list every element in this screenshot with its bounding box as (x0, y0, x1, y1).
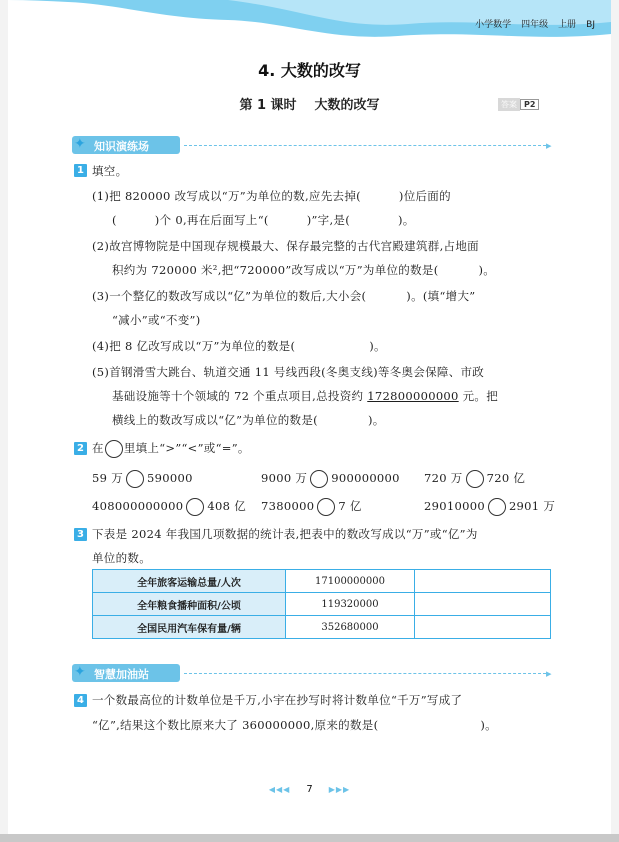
next-arrows-icon: ▶▶▶ (328, 785, 351, 794)
q1-part1-line2: ( )个 0,再在后面写上“( )”字,是( )。 (112, 213, 415, 227)
table-answer-cell[interactable] (415, 570, 551, 593)
table-value: 17100000000 (286, 570, 415, 593)
q1-part2-line1: (2)故宫博物院是中国现存规模最大、保存最完整的古代宫殿建筑群,占地面 (92, 239, 479, 253)
q1-title: 填空。 (92, 164, 128, 178)
compare-circle[interactable] (310, 470, 328, 488)
practice-banner-label: 知识演练场 (94, 140, 149, 153)
q1-part5-line3: 横线上的数改写成以“亿”为单位的数是( )。 (112, 413, 385, 427)
table-item: 全国民用汽车保有量/辆 (93, 616, 286, 639)
table-answer-cell[interactable] (415, 593, 551, 616)
compare-item: 29010000 2901 万 (424, 498, 555, 516)
q1-part5-line1: (5)首钢滑雪大跳台、轨道交通 11 号线西段(冬奥支线)等冬奥会保障、市政 (92, 365, 485, 379)
star-icon: ✦ (74, 136, 86, 152)
workbook-page (8, 0, 611, 834)
q2-intro: 在 里填上“>”“<”或“=”。 (92, 440, 250, 458)
table-value: 352680000 (286, 616, 415, 639)
compare-circle[interactable] (466, 470, 484, 488)
q1-part3-line2: “减小”或“不变”) (112, 313, 201, 327)
q1-part1-line1: (1)把 820000 改写成以“万”为单位的数,应先去掉( )位后面的 (92, 189, 451, 203)
arrow-right-icon: ▸ (546, 667, 552, 680)
statistics-table (92, 569, 551, 639)
q4-text-line2: “亿”,结果这个数比原来大了 360000000,原来的数是( )。 (92, 718, 497, 732)
bottom-edge (0, 834, 619, 842)
compare-circle[interactable] (186, 498, 204, 516)
compare-circle[interactable] (488, 498, 506, 516)
banner-dashed-line (184, 673, 546, 674)
underlined-number: 172800000000 (367, 389, 459, 403)
q3-text-line1: 下表是 2024 年我国几项数据的统计表,把表中的数改写成以“万”或“亿”为 (92, 527, 478, 541)
arrow-right-icon: ▸ (546, 139, 552, 152)
answer-tag[interactable] (498, 98, 539, 111)
compare-circle[interactable] (317, 498, 335, 516)
header-info (465, 17, 595, 30)
lesson-name: 大数的改写 (314, 98, 380, 113)
table-item: 全年粮食播种面积/公顷 (93, 593, 286, 616)
q1-part5-line2: 基础设施等十个领域的 72 个重点项目,总投资约 172800000000 元。把 (112, 389, 499, 403)
question-4-number: 4 (74, 694, 87, 707)
header-volume: 上册 (558, 20, 577, 30)
banner-dashed-line (184, 145, 546, 146)
q4-text-line1: 一个数最高位的计数单位是千万,小宇在抄写时将计数单位“千万”写成了 (92, 693, 463, 707)
table-row (93, 593, 551, 616)
question-3-number: 3 (74, 528, 87, 541)
header-edition: BJ (586, 20, 595, 30)
table-row (93, 570, 551, 593)
star-icon: ✦ (74, 664, 86, 680)
compare-item: 720 万 720 亿 (424, 470, 525, 488)
answer-page: P2 (520, 99, 539, 110)
compare-item: 9000 万 900000000 (261, 470, 400, 488)
section-title: 4. 大数的改写 (258, 61, 361, 80)
table-row (93, 616, 551, 639)
compare-item: 408000000000 408 亿 (92, 498, 246, 516)
wisdom-banner-label: 智慧加油站 (94, 668, 149, 681)
compare-circle[interactable] (126, 470, 144, 488)
lesson-number: 第 1 课时 (239, 98, 297, 113)
page-footer (8, 784, 611, 795)
q3-text-line2: 单位的数。 (92, 551, 151, 565)
answer-label: 答案 (498, 98, 520, 111)
table-value: 119320000 (286, 593, 415, 616)
question-2-number: 2 (74, 442, 87, 455)
prev-arrows-icon: ◀◀◀ (268, 785, 291, 794)
header-grade: 四年级 (521, 20, 549, 30)
compare-item: 7380000 7 亿 (261, 498, 362, 516)
q1-part4: (4)把 8 亿改写成以“万”为单位的数是( )。 (92, 339, 386, 353)
page-number: 7 (306, 784, 313, 795)
q1-part3-line1: (3)一个整亿的数改写成以“亿”为单位的数后,大小会( )。(填“增大” (92, 289, 476, 303)
circle-blank (105, 440, 123, 458)
question-1-number: 1 (74, 164, 87, 177)
q1-part2-line2: 积约为 720000 米²,把“720000”改写成以“万”为单位的数是( )。 (112, 263, 496, 277)
header-subject: 小学数学 (475, 20, 512, 30)
table-answer-cell[interactable] (415, 616, 551, 639)
compare-item: 59 万 590000 (92, 470, 193, 488)
table-item: 全年旅客运输总量/人次 (93, 570, 286, 593)
